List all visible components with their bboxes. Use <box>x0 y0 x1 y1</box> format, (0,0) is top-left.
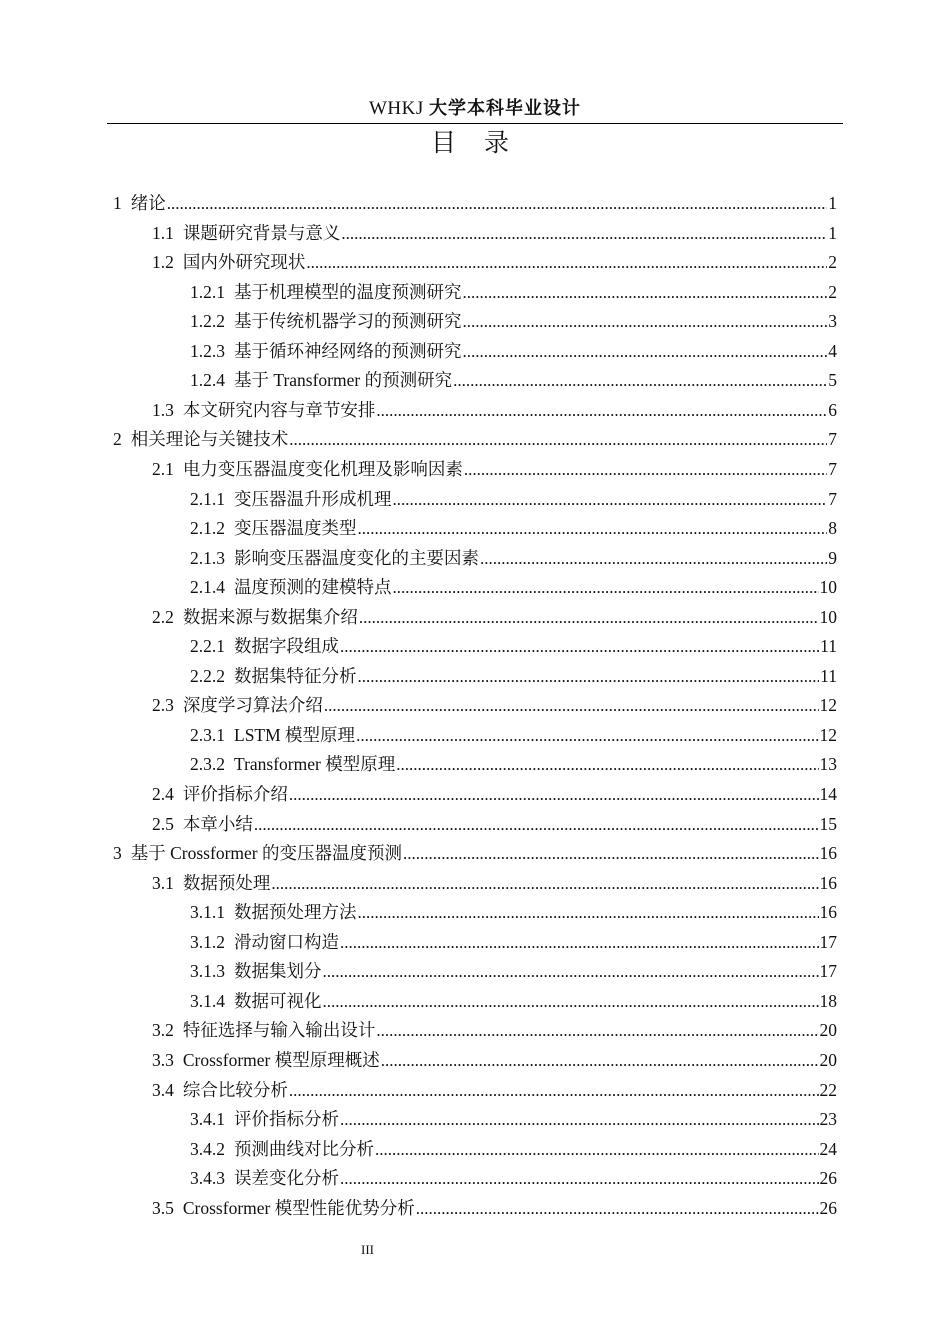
toc-entry[interactable] <box>152 780 837 810</box>
toc-entry[interactable] <box>152 396 837 426</box>
toc-entry-title: 基于机理模型的温度预测研究 <box>234 281 462 302</box>
toc-entry-title: Transformer 模型原理 <box>234 754 396 775</box>
toc-entry-number: 3.5 <box>152 1197 174 1218</box>
toc-leader-dots <box>416 1194 819 1224</box>
toc-entry[interactable] <box>190 366 837 396</box>
toc-leader-dots <box>289 780 819 810</box>
toc-leader-dots <box>306 248 827 278</box>
toc-entry-number: 3.1.4 <box>190 990 225 1011</box>
toc-leader-dots <box>289 425 827 455</box>
footer-page-number: III <box>361 1242 374 1257</box>
toc-entry-title: 滑动窗口构造 <box>234 931 339 952</box>
toc-entry-page: 18 <box>819 990 837 1011</box>
toc-entry[interactable] <box>190 898 837 928</box>
toc-entry-title: 数据字段组成 <box>234 636 339 657</box>
toc-entry-page: 5 <box>828 370 837 391</box>
toc-entry[interactable] <box>190 1164 837 1194</box>
toc-entry[interactable] <box>190 544 837 574</box>
toc-entry-title: 数据集特征分析 <box>234 665 357 686</box>
toc-entry-title: Crossformer 模型原理概述 <box>182 1049 380 1070</box>
toc-entry-title: 基于循环神经网络的预测研究 <box>234 340 462 361</box>
toc-leader-dots <box>403 839 819 869</box>
header-school: WHKJ <box>368 98 424 119</box>
toc-entry-number: 1.2.4 <box>190 370 225 391</box>
toc-entry[interactable] <box>190 987 837 1017</box>
toc-entry[interactable] <box>190 514 837 544</box>
toc-entry[interactable] <box>113 189 837 219</box>
toc-leader-dots <box>393 485 828 515</box>
toc-entry-number: 2.3.1 <box>190 724 225 745</box>
toc-entry-page: 9 <box>828 547 837 568</box>
running-header <box>107 96 843 122</box>
toc-entry-number: 1.2 <box>152 252 174 273</box>
toc-entry-title: 数据集划分 <box>234 961 322 982</box>
toc-entry-page: 7 <box>828 429 837 450</box>
toc-entry-page: 16 <box>819 902 837 923</box>
toc-entry-page: 20 <box>819 1020 837 1041</box>
toc-entry-number: 1.1 <box>152 222 174 243</box>
toc-entry-page: 11 <box>820 636 837 657</box>
toc-entry-number: 2.1 <box>152 458 174 479</box>
toc-entry-number: 3.1.3 <box>190 961 225 982</box>
toc-entry[interactable] <box>190 1105 837 1135</box>
toc-entry-number: 1.2.1 <box>190 281 225 302</box>
toc-entry-title: 数据来源与数据集介绍 <box>182 606 358 627</box>
toc-leader-dots <box>340 1164 819 1194</box>
toc-entry-number: 2.1.2 <box>190 518 225 539</box>
toc-entry[interactable] <box>152 869 837 899</box>
toc-entry[interactable] <box>190 307 837 337</box>
toc-entry-title: 本章小结 <box>182 813 253 834</box>
toc-entry-page: 10 <box>819 606 837 627</box>
toc-entry-title: 预测曲线对比分析 <box>234 1138 374 1159</box>
toc-entry[interactable] <box>190 662 837 692</box>
toc-leader-dots <box>359 603 819 633</box>
toc-entry-page: 2 <box>828 281 837 302</box>
toc-entry-title: 国内外研究现状 <box>182 252 306 273</box>
toc-entry-title: LSTM 模型原理 <box>234 724 356 745</box>
toc-entry-page: 13 <box>819 754 837 775</box>
toc-leader-dots <box>381 1046 819 1076</box>
toc-leader-dots <box>271 869 818 899</box>
toc-entry-number: 3.1.2 <box>190 931 225 952</box>
toc-entry-page: 7 <box>828 488 837 509</box>
toc-entry-page: 17 <box>819 931 837 952</box>
toc-entry-page: 17 <box>819 961 837 982</box>
toc-entry[interactable] <box>152 1016 837 1046</box>
toc-entry-title: 基于 Crossformer 的变压器温度预测 <box>130 843 402 864</box>
toc-entry-number: 1.2.2 <box>190 311 225 332</box>
toc-entry-title: 变压器温升形成机理 <box>234 488 392 509</box>
toc-leader-dots <box>358 898 819 928</box>
toc-entry-title: 评价指标分析 <box>234 1109 339 1130</box>
toc-entry-number: 3.2 <box>152 1020 174 1041</box>
toc-leader-dots <box>464 455 827 485</box>
toc-entry-page: 7 <box>828 458 837 479</box>
toc-entry-number: 3.4.3 <box>190 1168 225 1189</box>
toc-entry-title: 温度预测的建模特点 <box>234 577 392 598</box>
toc-entry-title: 基于 Transformer 的预测研究 <box>234 370 453 391</box>
toc-entry-title: 影响变压器温度变化的主要因素 <box>234 547 479 568</box>
toc-entry-number: 3.1 <box>152 872 174 893</box>
toc-entry-title: 深度学习算法介绍 <box>182 695 323 716</box>
toc-entry[interactable] <box>190 278 837 308</box>
toc-entry[interactable] <box>152 455 837 485</box>
toc-entry-page: 10 <box>819 577 837 598</box>
toc-leader-dots <box>480 544 827 574</box>
toc-leader-dots <box>376 1016 818 1046</box>
toc-leader-dots <box>356 721 818 751</box>
toc-entry-title: Crossformer 模型性能优势分析 <box>182 1197 415 1218</box>
toc-entry-title: 本文研究内容与章节安排 <box>182 399 376 420</box>
toc-entry[interactable] <box>190 928 837 958</box>
header-title: 大学本科毕业设计 <box>429 98 582 119</box>
toc-entry[interactable] <box>152 248 837 278</box>
header-rule <box>107 123 843 124</box>
toc-entry-page: 11 <box>820 665 837 686</box>
toc-entry-title: 相关理论与关键技术 <box>130 429 289 450</box>
toc-entry-title: 基于传统机器学习的预测研究 <box>234 311 462 332</box>
toc-leader-dots <box>340 1105 819 1135</box>
toc-leader-dots <box>463 337 828 367</box>
toc-entry-number: 3.1.1 <box>190 902 225 923</box>
toc-entry-number: 2.1.3 <box>190 547 225 568</box>
toc-entry-number: 3.3 <box>152 1049 174 1070</box>
toc-entry-title: 数据可视化 <box>234 990 322 1011</box>
toc-entry[interactable] <box>152 691 837 721</box>
toc-leader-dots <box>323 957 819 987</box>
toc-leader-dots <box>463 307 828 337</box>
toc-entry[interactable] <box>190 337 837 367</box>
toc-entry-page: 14 <box>819 784 837 804</box>
toc-entry-title: 变压器温度类型 <box>234 518 357 539</box>
toc-leader-dots <box>376 396 827 426</box>
toc-entry-title: 绪论 <box>130 193 166 213</box>
toc-entry[interactable] <box>190 721 837 751</box>
toc-entry[interactable] <box>190 573 837 603</box>
toc-leader-dots <box>289 1076 819 1106</box>
toc-entry-page: 15 <box>819 813 837 834</box>
toc-entry-page: 2 <box>828 252 837 273</box>
toc-leader-dots <box>323 987 819 1017</box>
toc-entry[interactable] <box>152 1194 837 1224</box>
toc-leader-dots <box>463 278 828 308</box>
toc-leader-dots <box>375 1135 819 1165</box>
toc-entry-page: 26 <box>819 1197 837 1218</box>
toc-entry-page: 12 <box>819 724 837 745</box>
page-title: 目 录 <box>431 128 519 157</box>
toc-entry-number: 1.2.3 <box>190 340 225 361</box>
toc-leader-dots <box>453 366 827 396</box>
toc-entry-page: 23 <box>819 1109 837 1130</box>
toc-entry-title: 误差变化分析 <box>234 1168 339 1189</box>
toc-entry-title: 评价指标介绍 <box>182 784 288 804</box>
toc-entry-title: 综合比较分析 <box>182 1079 288 1100</box>
toc-entry-number: 3 <box>113 843 122 864</box>
toc-leader-dots <box>340 928 819 958</box>
toc-entry-number: 3.4.1 <box>190 1109 225 1130</box>
toc-leader-dots <box>396 750 818 780</box>
toc-leader-dots <box>340 632 819 662</box>
toc-entry-page: 1 <box>828 222 837 243</box>
toc-entry-title: 数据预处理 <box>182 872 271 893</box>
toc-leader-dots <box>167 189 828 219</box>
toc-entry-page: 16 <box>819 843 837 864</box>
toc-entry-page: 16 <box>819 872 837 893</box>
toc-leader-dots <box>358 662 820 692</box>
toc-entry-number: 3.4 <box>152 1079 174 1100</box>
toc-entry-title: 电力变压器温度变化机理及影响因素 <box>182 458 463 479</box>
toc-leader-dots <box>358 514 828 544</box>
toc-entry-number: 2.3 <box>152 695 174 716</box>
toc-entry-page: 8 <box>828 518 837 539</box>
toc-entry[interactable] <box>152 1076 837 1106</box>
toc-entry[interactable] <box>190 957 837 987</box>
toc-entry-number: 2.3.2 <box>190 754 225 775</box>
toc-leader-dots <box>341 219 827 249</box>
toc-entry-page: 26 <box>819 1168 837 1189</box>
toc-entry-title: 数据预处理方法 <box>234 902 357 923</box>
toc-entry-page: 24 <box>819 1138 837 1159</box>
toc-entry-number: 2.2.2 <box>190 665 225 686</box>
toc-entry-title: 课题研究背景与意义 <box>182 222 341 243</box>
toc-entry-number: 2.5 <box>152 813 174 834</box>
toc-entry[interactable] <box>113 425 837 455</box>
toc-entry-number: 2.2 <box>152 606 174 627</box>
toc-entry-title: 特征选择与输入输出设计 <box>182 1020 376 1041</box>
toc-entry[interactable] <box>190 632 837 662</box>
toc-entry-number: 2.1.4 <box>190 577 225 598</box>
toc-entry-page: 22 <box>819 1079 837 1100</box>
toc-entry[interactable] <box>152 219 837 249</box>
toc-entry[interactable] <box>113 839 837 869</box>
toc-entry-page: 4 <box>828 340 837 361</box>
toc-entry[interactable] <box>190 485 837 515</box>
toc-entry-page: 20 <box>819 1049 837 1070</box>
toc-entry-number: 2.1.1 <box>190 488 225 509</box>
toc-entry[interactable] <box>190 750 837 780</box>
toc-entry-page: 12 <box>819 695 837 716</box>
toc-entry-number: 3.4.2 <box>190 1138 225 1159</box>
toc-entry-page: 1 <box>828 193 837 213</box>
toc-entry-number: 2 <box>113 429 122 450</box>
toc-entry[interactable] <box>152 1046 837 1076</box>
toc-entry[interactable] <box>152 810 837 840</box>
toc-entry[interactable] <box>152 603 837 633</box>
toc-entry-page: 6 <box>828 399 837 420</box>
toc-entry[interactable] <box>190 1135 837 1165</box>
toc-entry-number: 1.3 <box>152 399 174 420</box>
toc-entry-page: 3 <box>828 311 837 332</box>
toc-leader-dots <box>254 810 819 840</box>
toc-leader-dots <box>393 573 819 603</box>
toc-entry-number: 2.4 <box>152 784 174 804</box>
toc-entry-number: 2.2.1 <box>190 636 225 657</box>
toc-leader-dots <box>324 691 819 721</box>
toc-entry-number: 1 <box>113 193 122 213</box>
